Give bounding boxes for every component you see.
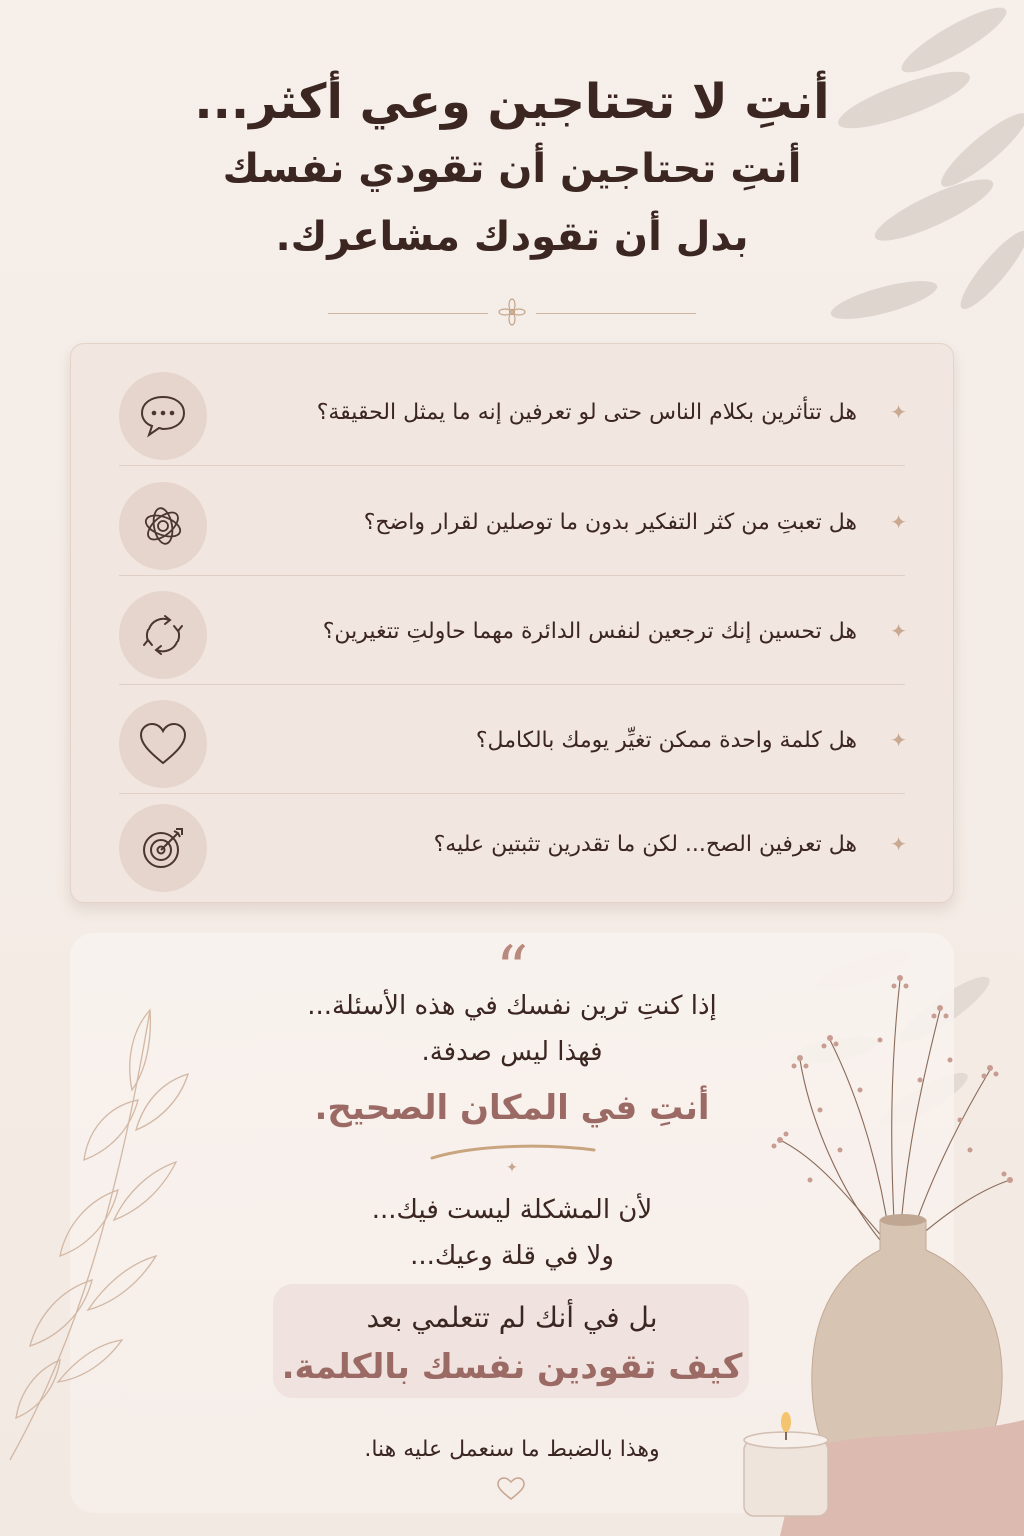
question-text: هل تعرفين الصح... لكن ما تقدرين تثبتين عليه؟ xyxy=(433,831,857,857)
panel-line-3: لأن المشكلة ليست فيك... xyxy=(371,1195,653,1225)
panel-line-2: فهذا ليس صدفة. xyxy=(421,1037,603,1067)
sparkle-icon: ✦ xyxy=(890,619,907,643)
sparkle-icon: ✦ xyxy=(890,728,907,752)
panel-closing-line: وهذا بالضبط ما سنعمل عليه هنا. xyxy=(364,1437,660,1462)
row-separator xyxy=(119,575,905,576)
headline-line-3: بدل أن تقودك مشاعرك. xyxy=(275,214,749,260)
question-row xyxy=(119,468,905,576)
speech-bubble-icon xyxy=(119,372,207,460)
panel-line-4: ولا في قلة وعيك... xyxy=(410,1241,614,1271)
question-text: هل تحسين إنك ترجعين لنفس الدائرة مهما حاولتِ تتغيرين؟ xyxy=(322,618,857,644)
sparkle-icon: ✦ xyxy=(890,400,907,424)
highlight-lead-yourself: كيف تقودين نفسك بالكلمة. xyxy=(281,1347,743,1387)
divider-line-left xyxy=(328,313,488,314)
quote-mark-icon: “ xyxy=(495,933,529,1007)
header-divider xyxy=(328,298,696,328)
headline-line-1: أنتِ لا تحتاجين وعي أكثر... xyxy=(194,74,830,130)
small-heart-icon xyxy=(496,1476,526,1502)
sparkle-icon: ✦ xyxy=(890,510,907,534)
question-row xyxy=(119,686,905,794)
question-row xyxy=(119,358,905,466)
question-row xyxy=(119,577,905,685)
underline-swoosh-decoration xyxy=(428,1140,598,1162)
panel-line-5: بل في أنك لم تتعلمي بعد xyxy=(366,1301,658,1334)
panel-line-1: إذا كنتِ ترين نفسك في هذه الأسئلة... xyxy=(307,991,717,1021)
cycle-arrows-icon xyxy=(119,591,207,679)
row-separator xyxy=(119,465,905,466)
candle-decoration xyxy=(738,1410,834,1520)
divider-line-right xyxy=(536,313,696,314)
questions-card xyxy=(70,343,954,903)
row-separator xyxy=(119,684,905,685)
headline-line-2: أنتِ تحتاجين أن تقودي نفسك xyxy=(222,146,802,192)
question-text: هل كلمة واحدة ممكن تغيِّر يومك بالكامل؟ xyxy=(475,727,857,753)
small-sparkle-icon: ✦ xyxy=(506,1160,518,1176)
target-icon xyxy=(119,804,207,892)
heart-icon xyxy=(119,700,207,788)
highlight-right-place: أنتِ في المكان الصحيح. xyxy=(314,1088,710,1128)
question-text: هل تعبتِ من كثر التفكير بدون ما توصلين لقرار واضح؟ xyxy=(363,509,857,535)
sparkle-icon: ✦ xyxy=(890,832,907,856)
header xyxy=(0,70,1024,270)
tangled-thoughts-icon xyxy=(119,482,207,570)
question-text: هل تتأثرين بكلام الناس حتى لو تعرفين إنه ما يمثل الحقيقة؟ xyxy=(316,399,857,425)
question-row xyxy=(119,790,905,898)
flower-ornament-icon xyxy=(498,298,526,326)
